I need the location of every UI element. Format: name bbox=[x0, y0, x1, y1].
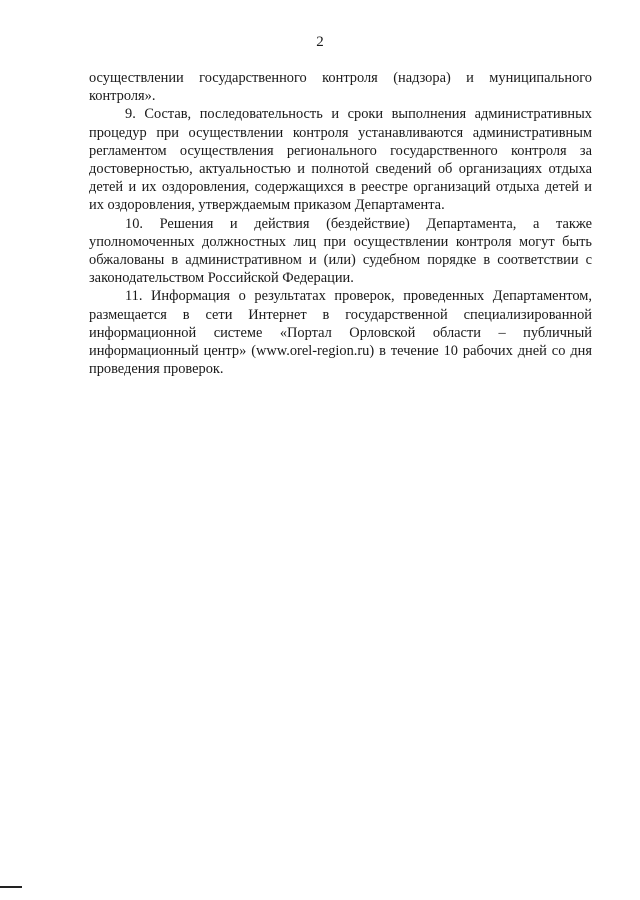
scan-edge-mark bbox=[0, 886, 22, 888]
document-body bbox=[89, 69, 592, 378]
page-number: 2 bbox=[316, 34, 324, 50]
paragraph-item-10: 10. Решения и действия (бездействие) Департамента, а также уполномоченных должностных лиц при осуществлении контроля могут быть обжалованы в административном и (или) судебном порядке в соответствии с законодательством Российской Федерации. bbox=[89, 215, 592, 287]
paragraph-item-11: 11. Информация о результатах проверок, проведенных Департаментом, размещается в сети Интернет в государственной специализированной информационной системе «Портал Орловской области – публичный информационный центр» (www.orel-region.ru) в течение 10 рабочих дней со дня проведения проверок. bbox=[89, 288, 592, 378]
paragraph-item-9: 9. Состав, последовательность и сроки выполнения административных процедур при осуществлении контроля устанавливаются административным регламентом осуществления регионального государственного контроля за достоверностью, актуальностью и полнотой сведений об организациях отдыха детей и их оздоровления, содержащихся в реестре организаций отдыха детей и их оздоровления, утверждаемым приказом Департамента. bbox=[89, 106, 592, 214]
paragraph-continuation: осуществлении государственного контроля (надзора) и муниципального контроля». bbox=[89, 70, 592, 105]
